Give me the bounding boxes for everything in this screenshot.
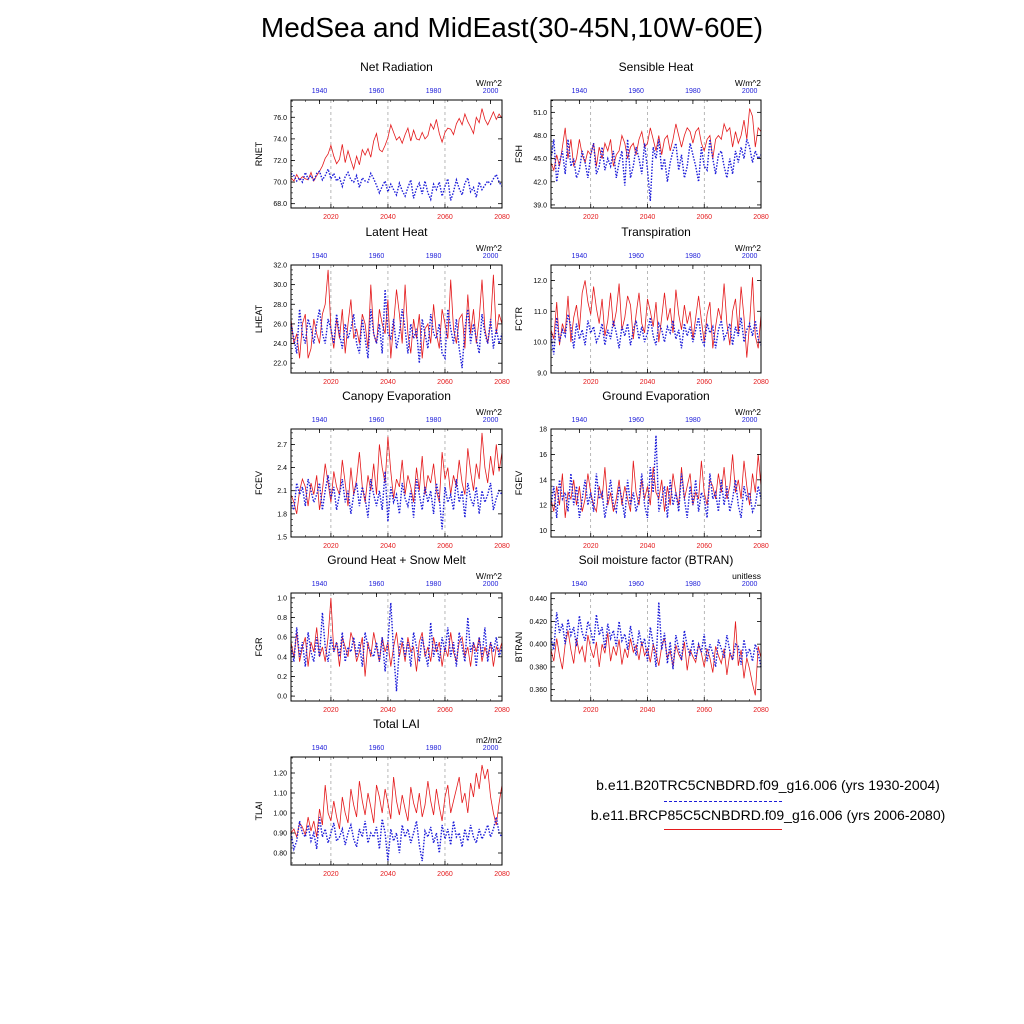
panel-title: Ground Heat + Snow Melt (327, 553, 466, 567)
y-axis-label: FGR (254, 637, 264, 657)
y-tick-label: 2.1 (277, 488, 287, 496)
x-bottom-tick-label: 2060 (437, 379, 453, 386)
x-bottom-tick-label: 2040 (639, 214, 656, 221)
x-bottom-tick-label: 2020 (323, 214, 339, 221)
y-tick-label: 0.2 (277, 673, 287, 681)
x-bottom-tick-label: 2020 (582, 379, 599, 386)
y-tick-label: 30.0 (273, 282, 287, 290)
series-future-line (291, 433, 502, 514)
legend-historical-swatch (664, 801, 782, 802)
x-top-tick-label: 1960 (628, 581, 644, 588)
panel-title: Net Radiation (360, 60, 433, 74)
plot-frame (551, 265, 761, 373)
x-top-tick-label: 1940 (311, 581, 328, 588)
panel-units: W/m^2 (475, 571, 502, 581)
y-tick-label: 11.0 (533, 308, 547, 316)
x-top-tick-label: 1960 (368, 88, 385, 95)
x-bottom-tick-label: 2060 (696, 707, 713, 714)
x-bottom-tick-label: 2040 (380, 214, 396, 221)
panel-btran (514, 553, 769, 714)
y-tick-label: 1.20 (273, 770, 287, 778)
y-tick-label: 1.00 (273, 810, 287, 818)
series-future-line (551, 454, 761, 518)
panel-fgr (254, 553, 510, 714)
y-tick-label: 22.0 (273, 360, 287, 368)
x-bottom-tick-label: 2040 (639, 379, 656, 386)
panel-fctr (514, 225, 769, 386)
panel-fcev (254, 389, 510, 550)
x-top-tick-label: 1960 (368, 745, 385, 752)
x-bottom-tick-label: 2060 (437, 707, 453, 714)
series-historical-line (551, 139, 761, 201)
x-top-tick-label: 2000 (741, 417, 758, 424)
x-top-tick-label: 1980 (425, 745, 442, 752)
panel-units: W/m^2 (475, 78, 502, 88)
x-bottom-tick-label: 2020 (582, 214, 599, 221)
x-top-tick-label: 2000 (482, 88, 499, 95)
x-top-tick-label: 2000 (741, 88, 758, 95)
x-top-tick-label: 2000 (482, 745, 499, 752)
x-top-tick-label: 1940 (311, 253, 328, 260)
y-tick-label: 0.440 (529, 596, 547, 604)
plot-frame (291, 429, 502, 537)
y-tick-label: 28.0 (273, 301, 287, 309)
x-top-tick-label: 1980 (685, 253, 701, 260)
x-bottom-tick-label: 2080 (753, 379, 769, 386)
y-axis-label: FSH (514, 145, 524, 163)
x-top-tick-label: 1940 (311, 417, 328, 424)
x-top-tick-label: 1960 (628, 253, 644, 260)
y-tick-label: 0.90 (273, 830, 287, 838)
x-bottom-tick-label: 2080 (494, 871, 510, 878)
x-top-tick-label: 1940 (571, 88, 588, 95)
panel-fsh (514, 60, 769, 221)
series-future-line (551, 621, 761, 695)
y-tick-label: 0.360 (529, 687, 547, 695)
x-bottom-tick-label: 2020 (323, 871, 339, 878)
panel-units: W/m^2 (475, 243, 502, 253)
x-bottom-tick-label: 2020 (323, 707, 339, 714)
y-axis-label: FCEV (254, 470, 264, 496)
y-tick-label: 68.0 (273, 201, 287, 209)
x-top-tick-label: 2000 (482, 253, 499, 260)
y-tick-label: 0.4 (277, 654, 287, 662)
y-tick-label: 0.380 (529, 664, 547, 672)
x-top-tick-label: 1980 (685, 417, 701, 424)
y-tick-label: 39.0 (533, 202, 547, 210)
x-top-tick-label: 1960 (368, 417, 385, 424)
x-bottom-tick-label: 2040 (380, 543, 396, 550)
panel-title: Total LAI (373, 717, 420, 731)
x-top-tick-label: 1940 (311, 88, 328, 95)
x-top-tick-label: 1980 (425, 417, 442, 424)
y-tick-label: 0.80 (273, 850, 287, 858)
panel-title: Soil moisture factor (BTRAN) (578, 553, 734, 567)
y-tick-label: 14 (539, 477, 547, 485)
x-bottom-tick-label: 2020 (323, 379, 339, 386)
panel-rnet (254, 60, 510, 221)
series-historical-line (551, 602, 761, 669)
y-tick-label: 24.0 (273, 341, 287, 349)
legend-historical-label: b.e11.B20TRC5CNBDRD.f09_g16.006 (yrs 1930-2004) (596, 777, 940, 793)
series-historical-line (291, 169, 502, 200)
y-tick-label: 2.4 (277, 465, 287, 473)
x-top-tick-label: 1940 (571, 417, 588, 424)
legend-future-label: b.e11.BRCP85C5CNBDRD.f09_g16.006 (yrs 2006-2080) (590, 807, 946, 823)
x-top-tick-label: 1980 (425, 253, 442, 260)
x-bottom-tick-label: 2040 (380, 379, 396, 386)
x-bottom-tick-label: 2080 (494, 707, 510, 714)
series-historical-line (551, 435, 761, 518)
legend-future-swatch (664, 829, 782, 830)
x-bottom-tick-label: 2040 (380, 871, 396, 878)
x-top-tick-label: 2000 (741, 253, 758, 260)
panel-lheat (254, 225, 510, 386)
panel-units: m2/m2 (476, 735, 502, 745)
y-tick-label: 1.8 (277, 511, 287, 519)
x-bottom-tick-label: 2060 (437, 214, 453, 221)
x-bottom-tick-label: 2020 (323, 543, 339, 550)
y-tick-label: 0.6 (277, 634, 287, 642)
x-bottom-tick-label: 2060 (437, 543, 453, 550)
x-bottom-tick-label: 2040 (639, 543, 656, 550)
x-bottom-tick-label: 2040 (380, 707, 396, 714)
series-future-line (551, 109, 761, 171)
y-tick-label: 76.0 (273, 114, 287, 122)
y-tick-label: 0.420 (529, 618, 547, 626)
y-tick-label: 74.0 (273, 136, 287, 144)
y-axis-label: BTRAN (514, 631, 524, 663)
series-future-line (291, 109, 502, 181)
panel-fgev (514, 389, 769, 550)
y-tick-label: 18 (539, 426, 547, 434)
y-tick-label: 10.0 (533, 339, 547, 347)
x-top-tick-label: 1980 (685, 581, 701, 588)
y-tick-label: 0.8 (277, 615, 287, 623)
y-tick-label: 45.0 (533, 156, 547, 164)
x-top-tick-label: 1960 (628, 417, 644, 424)
x-top-tick-label: 1980 (425, 581, 442, 588)
x-top-tick-label: 2000 (482, 581, 499, 588)
x-bottom-tick-label: 2080 (753, 543, 769, 550)
plot-frame (291, 265, 502, 373)
plot-frame (291, 757, 502, 865)
series-future-line (291, 598, 502, 677)
panel-title: Transpiration (621, 225, 691, 239)
panel-title: Latent Heat (365, 225, 428, 239)
y-tick-label: 2.7 (277, 441, 287, 449)
x-top-tick-label: 2000 (482, 417, 499, 424)
x-bottom-tick-label: 2080 (494, 379, 510, 386)
y-tick-label: 26.0 (273, 321, 287, 329)
panel-title: Sensible Heat (618, 60, 694, 74)
x-top-tick-label: 1980 (425, 88, 442, 95)
figure-title: MedSea and MidEast(30-45N,10W-60E) (260, 12, 764, 43)
x-bottom-tick-label: 2080 (494, 214, 510, 221)
x-bottom-tick-label: 2080 (753, 214, 769, 221)
series-future-line (551, 277, 761, 357)
y-axis-label: LHEAT (254, 304, 264, 334)
x-bottom-tick-label: 2020 (582, 543, 599, 550)
y-tick-label: 72.0 (273, 157, 287, 165)
series-historical-line (551, 314, 761, 354)
x-bottom-tick-label: 2080 (753, 707, 769, 714)
x-bottom-tick-label: 2040 (639, 707, 656, 714)
x-top-tick-label: 1960 (628, 88, 644, 95)
panel-units: unitless (732, 571, 761, 581)
y-tick-label: 51.0 (533, 109, 547, 117)
panel-units: W/m^2 (475, 407, 502, 417)
y-axis-label: RNET (254, 141, 264, 167)
series-future-line (291, 765, 502, 837)
y-tick-label: 16 (539, 451, 547, 459)
x-bottom-tick-label: 2060 (696, 543, 713, 550)
y-tick-label: 32.0 (273, 262, 287, 270)
y-tick-label: 1.10 (273, 790, 287, 798)
y-tick-label: 1.0 (277, 595, 287, 603)
y-axis-label: FCTR (514, 307, 524, 331)
x-top-tick-label: 1960 (368, 253, 385, 260)
y-tick-label: 10 (539, 528, 547, 536)
panel-title: Canopy Evaporation (342, 389, 451, 403)
panel-units: W/m^2 (734, 407, 761, 417)
x-top-tick-label: 1940 (571, 581, 588, 588)
x-top-tick-label: 1940 (571, 253, 588, 260)
y-tick-label: 48.0 (533, 132, 547, 140)
y-tick-label: 70.0 (273, 179, 287, 187)
x-bottom-tick-label: 2060 (696, 214, 713, 221)
y-tick-label: 12.0 (533, 277, 547, 285)
x-top-tick-label: 1960 (368, 581, 385, 588)
y-tick-label: 0.0 (277, 693, 287, 701)
panel-title: Ground Evaporation (602, 389, 710, 403)
panel-units: W/m^2 (734, 243, 761, 253)
y-tick-label: 9.0 (537, 370, 547, 378)
y-tick-label: 0.400 (529, 641, 547, 649)
y-tick-label: 12 (539, 502, 547, 510)
x-bottom-tick-label: 2060 (696, 379, 713, 386)
y-axis-label: FGEV (514, 470, 524, 496)
x-bottom-tick-label: 2020 (582, 707, 599, 714)
panel-tlai (254, 717, 510, 878)
x-top-tick-label: 1980 (685, 88, 701, 95)
x-bottom-tick-label: 2060 (437, 871, 453, 878)
x-top-tick-label: 1940 (311, 745, 328, 752)
x-top-tick-label: 2000 (741, 581, 758, 588)
y-tick-label: 1.5 (277, 534, 287, 542)
panel-units: W/m^2 (734, 78, 761, 88)
x-bottom-tick-label: 2080 (494, 543, 510, 550)
y-axis-label: TLAI (254, 801, 264, 821)
y-tick-label: 42.0 (533, 179, 547, 187)
